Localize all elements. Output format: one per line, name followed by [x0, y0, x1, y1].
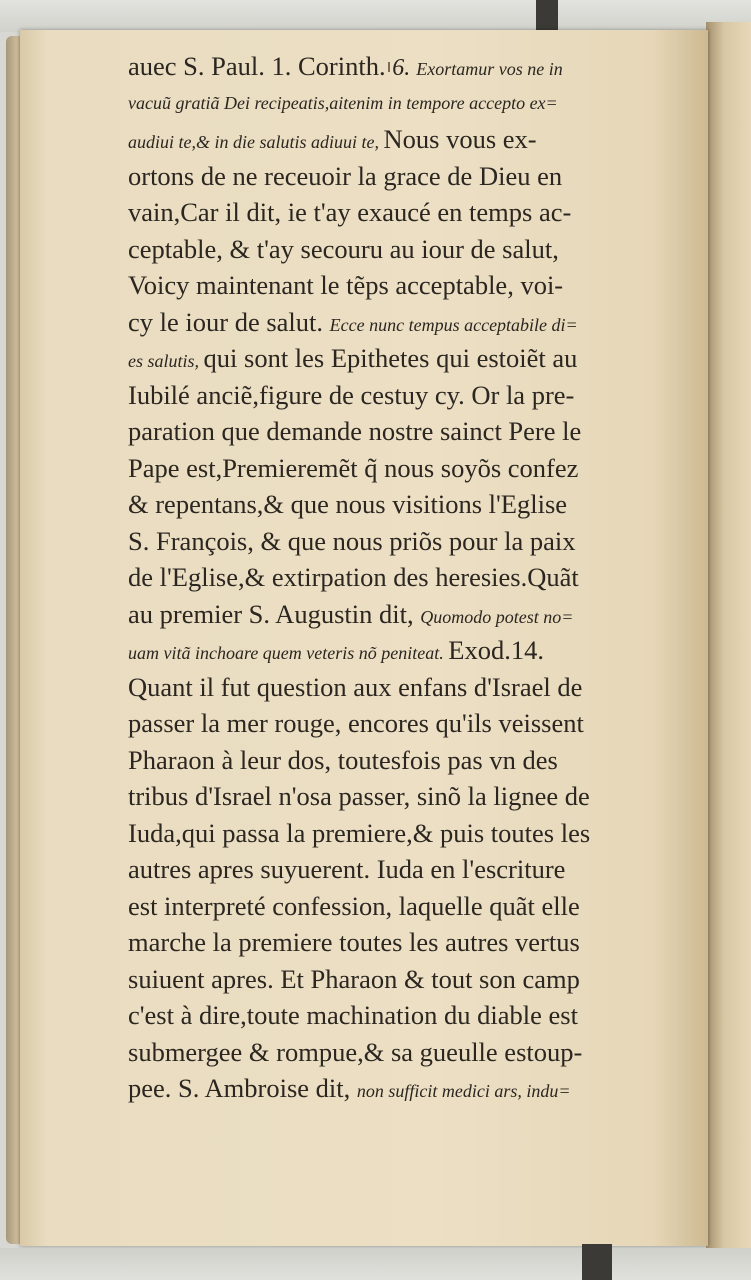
- body-text: Iuda,qui passa la premiere,& puis toutes les: [128, 817, 591, 848]
- text-line: [128, 961, 694, 998]
- body-text: pee. S. Ambroise dit,: [128, 1073, 357, 1103]
- text-line: [128, 669, 694, 706]
- text-line: [128, 231, 694, 268]
- body-text: de l'Eglise,& extirpation des heresies.Quãt: [128, 562, 579, 592]
- body-text: suiuent apres. Et Pharaon & tout son camp: [128, 963, 580, 994]
- body-text: paration que demande nostre sainct Pere le: [128, 416, 582, 446]
- reference-text: 6.: [392, 55, 417, 81]
- text-line: [128, 267, 694, 304]
- body-text: Exod.14.: [448, 635, 544, 665]
- latin-quotation: Ecce nunc tempus acceptabile di=: [329, 314, 578, 335]
- body-text: Pharaon à leur dos, toutesfois pas vn des: [128, 744, 558, 775]
- text-line: [128, 742, 694, 779]
- latin-quotation: Exortamur vos ne in: [416, 59, 563, 79]
- body-text: S. François, & que nous priõs pour la paix: [128, 525, 576, 556]
- text-line: [128, 304, 694, 341]
- text-line: [128, 450, 694, 487]
- text-line: [128, 851, 694, 888]
- text-line: [128, 924, 694, 961]
- body-text: autres apres suyuerent. Iuda en l'escriture: [128, 854, 566, 884]
- text-line: [128, 413, 694, 450]
- body-text: tribus d'Israel n'osa passer, sinõ la lignee de: [128, 781, 590, 811]
- text-line: [128, 559, 694, 596]
- text-line: [128, 194, 694, 231]
- body-text: ortons de ne receuoir la grace de Dieu en: [128, 160, 563, 191]
- text-line: [128, 778, 694, 815]
- body-text: Voicy maintenant le tẽps acceptable, voi-: [128, 270, 564, 300]
- body-text: submergee & rompue,& sa gueulle estoup-: [128, 1036, 583, 1067]
- latin-quotation: vacuũ gratiã Dei recipeatis,aitenim in tempore accepto ex=: [128, 92, 558, 113]
- body-text: vain,Car il dit, ie t'ay exaucé en temps ac-: [128, 197, 572, 227]
- text-line: [128, 632, 694, 669]
- text-line: [128, 705, 694, 742]
- body-text: cy le iour de salut.: [128, 306, 330, 337]
- body-text: passer la mer rouge, encores qu'ils veissent: [128, 708, 584, 738]
- text-line: [128, 48, 694, 85]
- latin-quotation: audiui te,& in die salutis adiuui te,: [128, 132, 384, 152]
- page-text-block: [128, 48, 694, 1107]
- scan-background-bottom: [0, 1248, 751, 1280]
- body-text: Iubilé anciẽ,figure de cestuy cy. Or la pre-: [128, 379, 575, 410]
- body-text: qui sont les Epithetes qui estoiẽt au: [203, 343, 578, 373]
- text-line: [128, 121, 694, 158]
- body-text: & repentans,& que nous visitions l'Eglise: [128, 489, 568, 519]
- body-text: Pape est,Premieremẽt q̃ nous soyõs confez: [128, 452, 579, 483]
- latin-quotation: es salutis,: [128, 351, 204, 371]
- text-line: [128, 340, 694, 377]
- latin-quotation: non sufficit medici ars, indu=: [356, 1081, 571, 1101]
- text-line: [128, 815, 694, 852]
- text-line: [128, 997, 694, 1034]
- text-line: [128, 1034, 694, 1071]
- text-line: [128, 596, 694, 633]
- bookmark-ribbon-bottom: [582, 1244, 612, 1280]
- latin-quotation: Quomodo potest no=: [420, 606, 574, 627]
- text-line: [128, 1070, 694, 1107]
- text-line: [128, 523, 694, 560]
- body-text: marche la premiere toutes les autres vertus: [128, 927, 580, 957]
- text-line: [128, 158, 694, 195]
- body-text: au premier S. Augustin dit,: [128, 598, 421, 629]
- text-line: [128, 85, 694, 122]
- body-text: ceptable, & t'ay secouru au iour de salut,: [128, 233, 559, 264]
- text-line: [128, 486, 694, 523]
- scan-background-top: [0, 0, 751, 32]
- latin-quotation: uam vitã inchoare quem veteris nõ peniteat.: [128, 643, 449, 663]
- body-text: Quant il fut question aux enfans d'Israel de: [128, 671, 583, 702]
- body-text: c'est à dire,toute machination du diable est: [128, 1000, 578, 1030]
- body-text: Nous vous ex-: [383, 124, 537, 154]
- facing-page-edge: [706, 22, 751, 1248]
- bookmark-ribbon-top: [536, 0, 558, 30]
- body-text: est interpreté confession, laquelle quãt elle: [128, 890, 580, 921]
- text-line: [128, 377, 694, 414]
- text-line: [128, 888, 694, 925]
- body-text: auec S. Paul. 1. Corinth.: [128, 51, 393, 81]
